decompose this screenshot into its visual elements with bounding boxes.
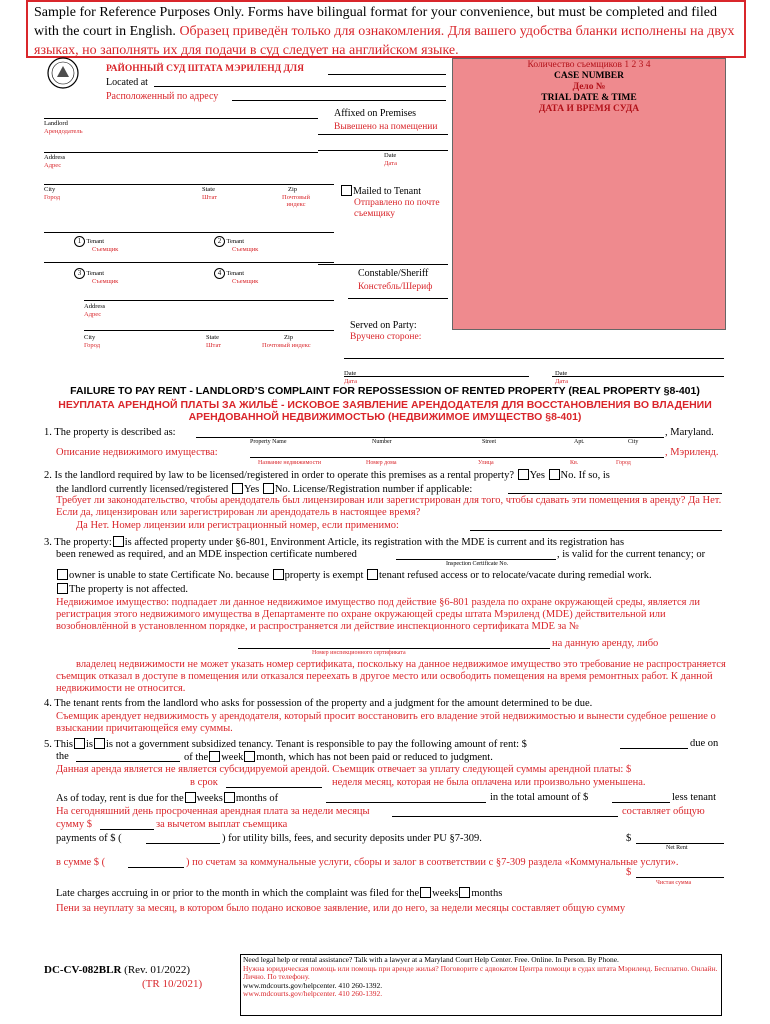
- payments-label: payments of $ (: [56, 833, 122, 844]
- city-label: City: [44, 186, 56, 193]
- item-1-maryland-ru: , Мэриленд.: [665, 447, 719, 458]
- item-5-ru-c: неделя месяц, которая не была оплачена или произвольно уменьшена.: [332, 777, 646, 788]
- item-5-the: the: [56, 751, 69, 762]
- inspection-certificate-field[interactable]: [396, 559, 556, 560]
- form-heading-ru: НЕУПЛАТА АРЕНДНОЙ ПЛАТЫ ЗА ЖИЛЬЁ - ИСКОВОЕ ЗАЯВЛЕНИЕ АРЕНДОДАТЕЛЯ ДЛЯ ВОССТАНОВЛЕНИЯ ВО ВЛАДЕНИИ АРЕНДОВАННОЙ НЕДВИЖИМОСТЬЮ (НЕДВИЖИМОЕ ИМУЩЕСТВО §8-401): [58, 399, 712, 423]
- inspection-cert-sub: Inspection Certificate No.: [446, 561, 509, 567]
- net-rent-label: Net Rent: [666, 845, 688, 851]
- item-5-this: 5. This: [44, 739, 73, 750]
- yes-label: Yes: [529, 470, 545, 481]
- item-3-text-b: is affected property under §6-801, Environment Article, its registration with the MDE is current and its registration has: [124, 537, 625, 548]
- help-en: Need legal help or rental assistance? Talk with a lawyer at a Maryland Court Help Center. Free. Online. In Person. By Phone.: [243, 955, 619, 964]
- trial-date-ru: ДАТА И ВРЕМЯ СУДА: [538, 104, 640, 114]
- tenant-refused-label: tenant refused access or to relocate/vacate during remedial work.: [379, 570, 652, 581]
- due-day-field[interactable]: [76, 761, 180, 762]
- months-of-field[interactable]: [326, 802, 486, 803]
- item-2-ru: Требует ли законодательство, чтобы арендодатель был лицензирован или зарегистрирован для того, чтобы сдавать эти помещения в аренду? Да Нет. Если да, лицензирован или зарегистрирован ли арендодатель в настоящее время?: [56, 495, 722, 518]
- net-rent-field[interactable]: [636, 843, 724, 844]
- late-weeks-checkbox[interactable]: [420, 887, 431, 898]
- notice-box: [26, 0, 746, 58]
- item-3-valid: , is valid for the current tenancy; or: [557, 549, 706, 560]
- landlord-label: Landlord: [44, 120, 68, 127]
- tenant-4-label-ru: Съемщик: [232, 278, 259, 285]
- net-rent-label-ru: Чистая сумма: [656, 880, 692, 886]
- constable-label: Constable/Sheriff: [358, 268, 429, 279]
- inspection-cert-sub-ru: Номер инспекционного сертификата: [312, 650, 406, 656]
- item-5-ru-f: сумму $: [56, 819, 93, 830]
- state-label-ru: Штат: [202, 194, 218, 201]
- item-5-ru-late: Пени за неуплату за месяц, в котором было подано исковое заявление, или до него, за недели месяцы составляет общую сумму: [56, 903, 626, 914]
- item-3-ru: Недвижимое имущество: подпадает ли данное недвижимое имущество под действие §6-801 раздела по охране окружающей среды, является ли регистрация этого недвижимого имущества в Департаменте по охране окружающей среды штата Мэриленд (MDE) действительной или возобновлённой в установленном порядке, и распространяется ли действие инспекционного сертификата MDE за №: [56, 597, 700, 632]
- tenant-address-label-ru: Адрес: [84, 311, 102, 318]
- due-on-label: due on: [690, 738, 719, 749]
- help-url-ru[interactable]: www.mdcourts.gov/helpcenter. 410 260-1392.: [243, 989, 383, 999]
- served-date-label-2-ru: Дата: [555, 378, 568, 385]
- owner-unable-checkbox[interactable]: [57, 569, 68, 580]
- licensed-yes-label: Yes: [243, 484, 260, 495]
- late-weeks-label: weeks: [432, 888, 459, 899]
- tenant-1-label: Tenant: [86, 238, 105, 245]
- item-5-ru-b: в срок: [190, 777, 218, 788]
- is-label: is: [85, 739, 93, 750]
- tenant-3-label: Tenant: [86, 270, 105, 277]
- item-2-licensed-text: the landlord currently licensed/registered: [56, 484, 229, 495]
- month-label: month, which has not been paid or reduced to judgment.: [256, 752, 493, 763]
- item-5-line-2: [184, 751, 493, 764]
- total-amount-label: in the total amount of $: [490, 792, 589, 803]
- property-description-field[interactable]: [196, 437, 664, 438]
- tenant-2-label: Tenant: [226, 238, 245, 245]
- payments-field[interactable]: [146, 843, 220, 844]
- tenant-city-label: City: [84, 334, 96, 341]
- form-rev: (Rev. 01/2022): [124, 964, 191, 976]
- item-5-ru-g: за вычетом выплат съемщика: [156, 819, 288, 830]
- form-number: [44, 964, 190, 976]
- sub-number: Number: [372, 439, 392, 445]
- not-affected-label: The property is not affected.: [69, 584, 189, 595]
- case-number-ru: Дело №: [572, 82, 606, 92]
- affixed-date-label-ru: Дата: [384, 160, 397, 167]
- served-date-label-1-ru: Дата: [344, 378, 357, 385]
- late-charges-label: Late charges accruing in or prior to the month in which the complaint was filed for the: [56, 888, 420, 899]
- licensed-required-yes-checkbox[interactable]: [518, 469, 529, 480]
- tenant-3-number: 3: [74, 268, 85, 279]
- asof-label: As of today, rent is due for the: [56, 793, 184, 804]
- trial-date-label: TRIAL DATE & TIME: [541, 93, 637, 103]
- served-label: Served on Party:: [350, 320, 417, 331]
- mailed-option[interactable]: [340, 185, 421, 197]
- licensed-yes-checkbox[interactable]: [232, 483, 243, 494]
- exempt-label: property is exempt: [284, 570, 364, 581]
- week-checkbox[interactable]: [209, 751, 220, 762]
- tenant-address-label: Address: [84, 303, 106, 310]
- net-rent-dollar-ru: $: [626, 867, 632, 878]
- sub-apt: Apt.: [574, 439, 585, 445]
- net-rent-dollar: $: [626, 833, 632, 844]
- rent-amount-field[interactable]: [620, 748, 688, 749]
- sub-apt-ru: Кв.: [570, 460, 579, 466]
- months-due-checkbox[interactable]: [224, 792, 235, 803]
- city-label-ru: Город: [44, 194, 61, 201]
- sub-city-ru: Город: [616, 460, 631, 466]
- served-date-label-2: Date: [555, 370, 568, 377]
- item-2-question: [44, 469, 734, 482]
- item-5-line-1: [44, 738, 527, 751]
- affixed-date-label: Date: [384, 152, 397, 159]
- zip-label-ru: Почтовый индекс: [282, 194, 310, 208]
- total-amount-field[interactable]: [612, 802, 670, 803]
- item-3-not-affected: [56, 583, 188, 596]
- license-number-label: No. License/Registration number if applicable:: [274, 484, 473, 495]
- affected-property-checkbox[interactable]: [113, 536, 124, 547]
- item-5-ru-a: Данная аренда является не является субсидируемой арендой. Съемщик отвечает за уплату следующей суммы арендной платы: $: [56, 764, 632, 775]
- item-4-text: 4. The tenant rents from the landlord who asks for possession of the property and a judgment for the amount determined to be due.: [44, 698, 593, 709]
- no-if-label: No. If so, is: [560, 470, 610, 481]
- item-5-asof: [56, 792, 278, 805]
- form-id: DC-CV-082BLR: [44, 964, 122, 976]
- item-1-maryland: , Maryland.: [665, 427, 714, 438]
- item-3-cert-label: been renewed as required, and an MDE inspection certificate numbered: [56, 549, 357, 560]
- month-checkbox[interactable]: [244, 751, 255, 762]
- week-label: week: [221, 752, 244, 763]
- item-3-label: 3. The property:: [44, 537, 112, 548]
- zip-label: Zip: [288, 186, 298, 193]
- item-3-ru-end: на данную аренду, либо: [552, 638, 659, 649]
- form-tr: (TR 10/2021): [142, 978, 203, 990]
- sub-number-ru: Номер дома: [366, 460, 397, 466]
- help-ru: Нужна юридическая помощь или помощь при аренде жилья? Поговорите с адвокатом Центра помощи в судах штата Мэриленд. Бесплатно. Онлайн. Лично. По телефону.: [243, 963, 718, 982]
- licensed-no-checkbox[interactable]: [263, 483, 274, 494]
- tenant-refused-checkbox[interactable]: [367, 569, 378, 580]
- constable-label-ru: Констебль/Шериф: [358, 282, 433, 292]
- item-5-ru-h: в сумме $ (: [56, 857, 106, 868]
- item-1-label: 1. The property is described as:: [44, 427, 176, 438]
- court-title-ru: РАЙОННЫЙ СУД ШТАТА МЭРИЛЕНД ДЛЯ: [106, 64, 304, 74]
- tenant-zip-label-ru: Почтовый индекс: [262, 342, 311, 349]
- served-date-label-1: Date: [344, 370, 357, 377]
- tenant-2-number: 2: [214, 236, 225, 247]
- licensed-required-no-checkbox[interactable]: [549, 469, 560, 480]
- sub-street-ru: Улица: [478, 460, 494, 466]
- affixed-label-ru: Вывешено на помещении: [334, 122, 438, 132]
- landlord-label-ru: Арендодатель: [44, 128, 83, 135]
- tenant-state-label: State: [206, 334, 219, 341]
- notice-ru: Образец приведён только для ознакомления. Для вашего удобства бланки исполнены на двух языках, но заполнять их для подачи в суд следует на английском языке.: [34, 24, 735, 58]
- tenant-1-number: 1: [74, 236, 85, 247]
- located-at-ru: Расположенный по адресу: [106, 91, 219, 102]
- item-2-ru-b: Да Нет. Номер лицензии или регистрационный номер, если применимо:: [76, 520, 399, 531]
- late-charges-row: [56, 887, 502, 900]
- item-5-ru-e: составляет общую: [622, 806, 705, 817]
- address-label: Address: [44, 154, 66, 161]
- weeks-label: weeks: [196, 793, 223, 804]
- license-number-field[interactable]: [508, 493, 722, 494]
- utility-label: ) for utility bills, fees, and security deposits under PU §7-309.: [222, 833, 482, 844]
- tenant-count-ru: Количество съемщиков 1 2 3 4: [527, 60, 651, 70]
- item-4-ru: Съемщик арендует недвижимость у арендодателя, который просит восстановить его владение этой недвижимостью и вынести судебное решение о взыскании причитающейся ему суммы.: [56, 711, 716, 734]
- tenant-4-number: 4: [214, 268, 225, 279]
- affixed-label: Affixed on Premises: [334, 108, 417, 119]
- not-affected-checkbox[interactable]: [57, 583, 68, 594]
- mailed-label: Mailed to Tenant: [353, 186, 421, 197]
- exempt-checkbox[interactable]: [273, 569, 284, 580]
- help-url-en[interactable]: www.mdcourts.gov/helpcenter. 410 260-1392.: [243, 980, 383, 990]
- tenant-4-label: Tenant: [226, 270, 245, 277]
- located-at-label: Located at: [106, 77, 148, 88]
- sub-city: City: [628, 439, 639, 445]
- item-5-ru-d: На сегодняшний день просроченная арендная плата за недели месяцы: [56, 806, 370, 817]
- months-of-label: months of: [235, 793, 279, 804]
- tenant-3-label-ru: Съемщик: [92, 278, 119, 285]
- served-label-ru: Вручено стороне:: [350, 332, 422, 342]
- item-3-text: [44, 536, 734, 549]
- form-heading-en: FAILURE TO PAY RENT - LANDLORD’S COMPLAINT FOR REPOSSESSION OF RENTED PROPERTY (REAL PROPERTY §8-401): [70, 385, 700, 397]
- item-3-options: [56, 569, 652, 582]
- item-5-ru-i: ) по счетам за коммунальные услуги, сборы и залог в соответствии с §7-309 раздела «Коммунальные услуги».: [186, 857, 679, 868]
- tenant-state-label-ru: Штат: [206, 342, 222, 349]
- mailed-checkbox[interactable]: [341, 185, 352, 196]
- sub-street: Street: [482, 439, 496, 445]
- less-tenant-label: less tenant: [672, 792, 717, 803]
- maryland-seal-icon: [46, 56, 80, 90]
- tenant-1-label-ru: Съемщик: [92, 246, 119, 253]
- subsidized-is-checkbox[interactable]: [74, 738, 85, 749]
- address-label-ru: Адрес: [44, 162, 62, 169]
- subsidized-isnot-checkbox[interactable]: [94, 738, 105, 749]
- item-1-label-ru: Описание недвижимого имущества:: [56, 447, 218, 458]
- case-number-label: CASE NUMBER: [554, 71, 624, 81]
- late-months-label: months: [471, 888, 503, 899]
- sub-property-name-ru: Название недвижимости: [258, 460, 322, 466]
- state-label: State: [202, 186, 215, 193]
- item-3-ru-b: владелец недвижимости не может указать номер сертификата, поскольку на данное недвижимое имущество это требование не распространяется съемщик отказал в доступе в помещения или отказался переехать в другое место или освободить помещения на время ремонтных работ. К данной недвижимости не относится.: [56, 659, 726, 694]
- weeks-due-checkbox[interactable]: [185, 792, 196, 803]
- mailed-label-ru: Отправлено по почте съемщику: [354, 198, 440, 219]
- notice-en: Sample for Reference Purposes Only. Forms have bilingual format for your convenience, but must be completed and filed with the court in English.: [34, 5, 717, 39]
- tenant-zip-label: Zip: [284, 334, 294, 341]
- case-number-box[interactable]: [452, 58, 726, 330]
- late-months-checkbox[interactable]: [459, 887, 470, 898]
- owner-unable-label: owner is unable to state Certificate No. because: [69, 570, 270, 581]
- tenant-2-label-ru: Съемщик: [232, 246, 259, 253]
- isnot-label: is not a government subsidized tenancy. Tenant is responsible to pay the following amount of rent: $: [106, 739, 527, 750]
- item-2-text: 2. Is the landlord required by law to be licensed/registered in order to operate this premises as a rental property?: [44, 470, 515, 481]
- of-the-label: of the: [184, 752, 209, 763]
- tenant-city-label-ru: Город: [84, 342, 101, 349]
- sub-property-name: Property Name: [250, 439, 287, 445]
- help-box: [240, 954, 722, 1016]
